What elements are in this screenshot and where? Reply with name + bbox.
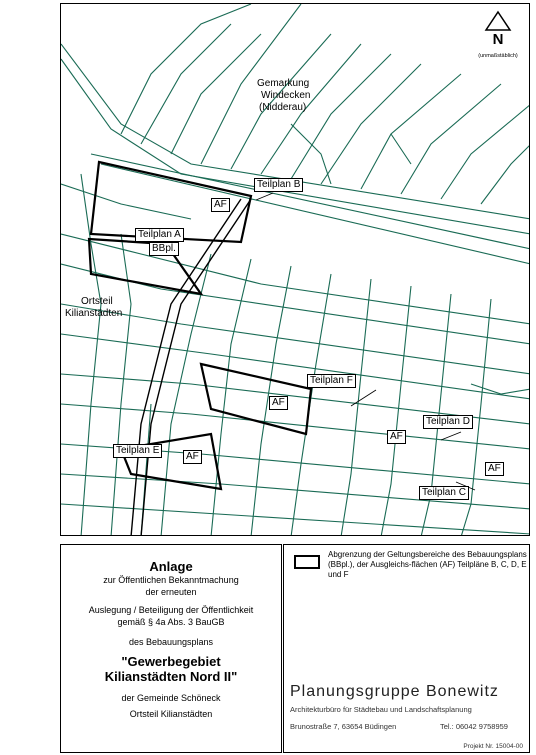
firm-subtitle: Architekturbüro für Städtebau und Landschaftsplanung [290,705,472,714]
af-tag-e: AF [183,450,202,464]
bbpl-tag: BBpl. [149,242,179,256]
af-tag-c: AF [485,462,504,476]
map-label-kilianstaedten: Kilianstädten [65,308,123,319]
legend-text: Abgrenzung der Geltungsbereiche des Bebauungsplans (BBpl.), der Ausgleichs-flächen (AF) Teilpläne B, C, D, E und F [328,550,527,579]
anlage-line-2: der erneuten [145,587,197,597]
anlage-title: Anlage [149,559,193,574]
north-arrow-icon [484,10,512,48]
anlage-line-4: gemäß § 4a Abs. 3 BauGB [117,617,225,627]
label-pointers [256,193,475,490]
boundary-teilplan-a [89,239,201,294]
legend-box [283,544,530,753]
plan-boundaries [89,162,311,489]
anlage-line-6: der Gemeinde Schöneck [121,693,221,703]
map-label-gemarkung: Gemarkung [257,78,310,89]
anlage-line-1: zur Öffentlichen Bekanntmachung [103,575,239,585]
teilplan-d-label: Teilplan D [423,415,473,429]
teilplan-c-label: Teilplan C [419,486,469,500]
map-label-nidderau: (Nidderau) [259,102,307,113]
boundary-teilplan-f [201,364,311,434]
af-tag-d: AF [387,430,406,444]
north-note: (unmaßstäblich) [478,53,518,59]
af-tag-f: AF [269,396,288,410]
map-frame [60,3,530,536]
teilplan-e-label: Teilplan E [113,444,162,458]
legend-boundary-symbol [294,555,320,569]
teilplan-a-label: Teilplan A [135,228,184,242]
firm-address: Brunostraße 7, 63654 Büdingen [290,722,397,731]
north-letter: N [492,31,504,48]
anlage-line-7: Ortsteil Kilianstädten [129,709,213,719]
teilplan-b-label: Teilplan B [254,178,303,192]
anlage-line-3: Auslegung / Beteiligung der Öffentlichkeit [88,605,254,615]
anlage-box [60,544,282,753]
plan-name-1: "Gewerbegebiet [121,654,221,669]
teilplan-f-label: Teilplan F [307,374,356,388]
north-arrow [466,10,530,59]
plan-name-2: Kilianstädten Nord II" [104,669,238,684]
project-number: Projekt Nr. 15004-00 [463,743,523,750]
af-tag-b: AF [211,198,230,212]
firm-name: Planungsgruppe Bonewitz [290,683,499,700]
firm-phone: Tel.: 06042 9758959 [440,722,508,731]
map-label-ortsteil: Ortsteil [81,296,113,307]
anlage-line-5: des Bebauungsplans [128,637,214,647]
map-label-windecken: Windecken [261,90,311,101]
